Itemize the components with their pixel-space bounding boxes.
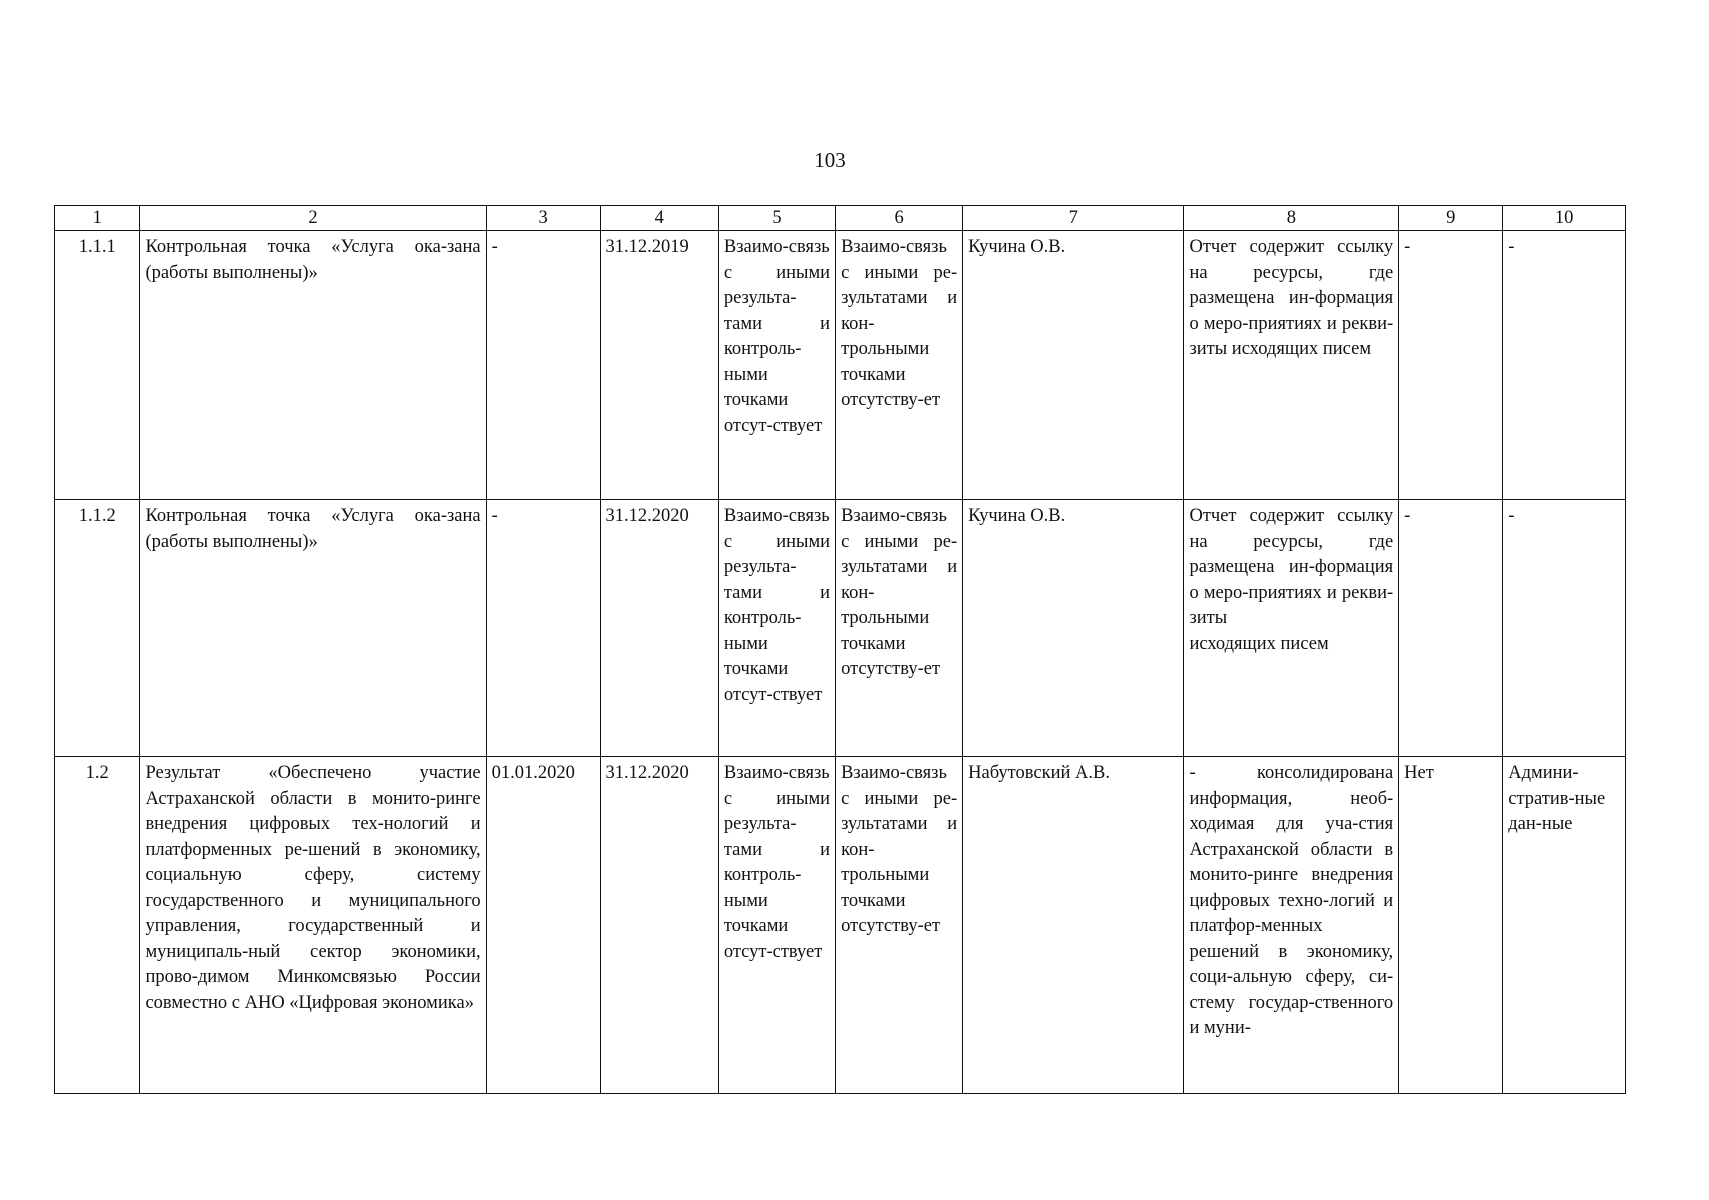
column-header: 10: [1503, 206, 1626, 231]
result-description: - консолидирована информация, необ-ходимая для уча-стия Астраханской области в монито-ринге внедрения цифровых техно-логий и платфор-менных решений в экономику, соци-альную сферу, си-стему государ-ственного и муни-: [1184, 757, 1399, 1094]
column-10-value: Админи-стратив-ные дан-ные: [1503, 757, 1626, 1094]
table-row: [55, 757, 1626, 1094]
column-header: 6: [836, 206, 963, 231]
column-header: 7: [963, 206, 1184, 231]
header-row: [55, 206, 1626, 231]
column-header: 9: [1399, 206, 1503, 231]
end-date: 31.12.2019: [600, 231, 718, 500]
column-header: 4: [600, 206, 718, 231]
column-header: 5: [718, 206, 835, 231]
column-9-value: -: [1399, 231, 1503, 500]
start-date: -: [486, 231, 600, 500]
relation-checkpoints: Взаимо-связь с иными ре-зультатами и кон-трольными точками отсутству-ет: [836, 757, 963, 1094]
relation-checkpoints: Взаимо-связь с иными ре-зультатами и кон-трольными точками отсутству-ет: [836, 231, 963, 500]
end-date: 31.12.2020: [600, 757, 718, 1094]
column-10-value: -: [1503, 500, 1626, 757]
start-date: -: [486, 500, 600, 757]
result-description: Отчет содержит ссылку на ресурсы, где размещена ин-формация о меро-приятиях и рекви-зиты исходящих писем: [1184, 231, 1399, 500]
row-number: 1.2: [55, 757, 140, 1094]
item-name: Контрольная точка «Услуга ока-зана (работы выполнены)»: [140, 231, 486, 500]
column-header: 8: [1184, 206, 1399, 231]
item-name: Контрольная точка «Услуга ока-зана (работы выполнены)»: [140, 500, 486, 757]
responsible-person: Набутовский А.В.: [963, 757, 1184, 1094]
column-header: 3: [486, 206, 600, 231]
table-row: [55, 500, 1626, 757]
item-name: Результат «Обеспечено участие Астраханской области в монито-ринге внедрения цифровых тех-нологий и платформенных ре-шений в экономику, социальную сферу, систему государственного и муниципального управления, государственный и муниципаль-ный сектор экономики, прово-димом Минкомсвязью России совместно с АНО «Цифровая экономика»: [140, 757, 486, 1094]
column-9-value: Нет: [1399, 757, 1503, 1094]
column-10-value: -: [1503, 231, 1626, 500]
table-row: [55, 231, 1626, 500]
column-header: 2: [140, 206, 486, 231]
row-number: 1.1.1: [55, 231, 140, 500]
start-date: 01.01.2020: [486, 757, 600, 1094]
relation-results: Взаимо-связь с иными результа-тами и контроль-ными точками отсут-ствует: [718, 231, 835, 500]
responsible-person: Кучина О.В.: [963, 231, 1184, 500]
page-number: 103: [814, 148, 846, 172]
relation-results: Взаимо-связь с иными результа-тами и контроль-ными точками отсут-ствует: [718, 757, 835, 1094]
column-header: 1: [55, 206, 140, 231]
column-9-value: -: [1399, 500, 1503, 757]
responsible-person: Кучина О.В.: [963, 500, 1184, 757]
end-date: 31.12.2020: [600, 500, 718, 757]
plan-table: [54, 205, 1626, 1094]
row-number: 1.1.2: [55, 500, 140, 757]
relation-results: Взаимо-связь с иными результа-тами и контроль-ными точками отсут-ствует: [718, 500, 835, 757]
result-description: Отчет содержит ссылку на ресурсы, где размещена ин-формация о меро-приятиях и рекви-зиты исходящих писем: [1184, 500, 1399, 757]
relation-checkpoints: Взаимо-связь с иными ре-зультатами и кон-трольными точками отсутству-ет: [836, 500, 963, 757]
